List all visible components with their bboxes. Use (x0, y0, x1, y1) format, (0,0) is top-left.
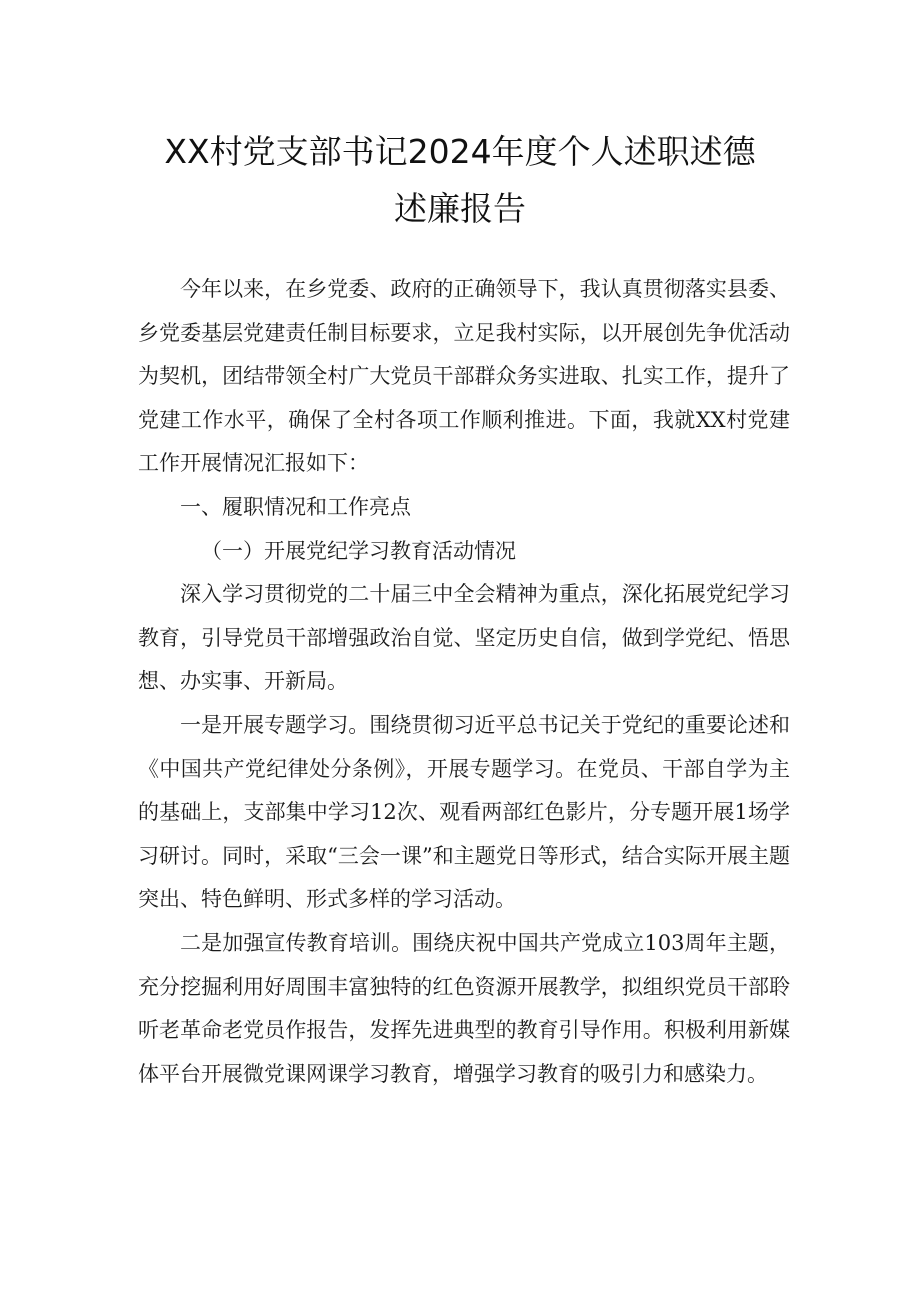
body-paragraph: 二是加强宣传教育培训。围绕庆祝中国共产党成立103周年主题，充分挖掘利用好周围丰富独特的红色资源开展教学，拟组织党员干部聆听老革命老党员作报告，发挥先进典型的教育引导作用。积极利用新媒体平台开展微党课网课学习教育，增强学习教育的吸引力和感染力。 (138, 930, 790, 1086)
document-title-line-1: XX村党支部书记2024年度个人述职述德 (164, 132, 756, 171)
section-heading: 一、履职情况和工作亮点 (180, 494, 411, 519)
document-title-line-2: 述廉报告 (394, 189, 526, 228)
body-paragraph: 一是开展专题学习。围绕贯彻习近平总书记关于党纪的重要论述和《中国共产党纪律处分条例》，开展专题学习。在党员、干部自学为主的基础上，支部集中学习12次、观看两部红色影片，分专题开展1场学习研讨。同时，采取“三会一课”和主题党日等形式，结合实际开展主题突出、特色鲜明、形式多样的学习活动。 (138, 712, 790, 912)
intro-paragraph: 今年以来，在乡党委、政府的正确领导下，我认真贯彻落实县委、乡党委基层党建责任制目标要求，立足我村实际，以开展创先争优活动为契机，团结带领全村广大党员干部群众务实进取、扎实工作，提升了党建工作水平，确保了全村各项工作顺利推进。下面，我就XX村党建工作开展情况汇报如下： (138, 277, 790, 476)
document-body (138, 268, 790, 1096)
body-paragraph: 深入学习贯彻党的二十届三中全会精神为重点，深化拓展党纪学习教育，引导党员干部增强政治自觉、坚定历史自信，做到学党纪、悟思想、办实事、开新局。 (138, 582, 790, 694)
subsection-heading: （一）开展党纪学习教育活动情况 (201, 538, 516, 563)
